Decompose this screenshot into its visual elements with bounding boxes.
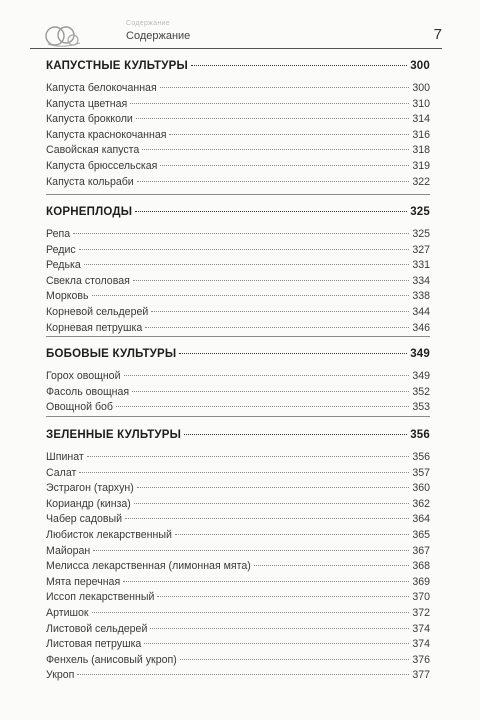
dot-leader: [84, 264, 409, 265]
toc-section-greens: [46, 429, 430, 685]
entry-page: 356: [412, 451, 430, 463]
toc-entry: [46, 529, 430, 545]
section-page: 356: [410, 429, 430, 441]
dot-leader: [169, 134, 409, 135]
entry-page: 300: [412, 82, 430, 94]
entry-title: Капуста цветная: [46, 97, 128, 110]
entry-title: Чабер садовый: [46, 513, 123, 526]
entry-page: 349: [412, 370, 430, 382]
dot-leader: [79, 249, 409, 250]
dot-leader: [151, 311, 409, 312]
running-head: Содержание: [126, 30, 191, 42]
entry-page: 327: [412, 243, 430, 256]
dot-leader: [136, 118, 409, 119]
entry-title: Савойская капуста: [46, 144, 140, 157]
toc-entry: [46, 275, 430, 291]
entry-title: Листовая петрушка: [46, 638, 142, 651]
toc-entry: [46, 259, 430, 275]
toc-entry: [46, 451, 430, 467]
dot-leader: [79, 472, 409, 473]
entry-title: Мята перечная: [46, 575, 121, 588]
dot-leader: [160, 165, 409, 166]
entry-page: 374: [412, 622, 430, 635]
toc-entry: [46, 244, 430, 260]
section-page: 300: [410, 60, 430, 72]
entry-title: Салат: [46, 466, 77, 479]
header-rule: [30, 48, 442, 49]
entry-page: 334: [412, 274, 430, 287]
entry-title: Овощной боб: [46, 401, 113, 414]
entry-title: Иссоп лекарственный: [46, 591, 155, 604]
entry-page: 331: [412, 259, 430, 272]
dot-leader: [179, 353, 407, 354]
toc-entry: [46, 306, 430, 322]
toc-entry: [46, 482, 430, 498]
entry-page: 368: [412, 560, 430, 573]
entry-page: 357: [412, 466, 430, 479]
entry-title: Редька: [46, 259, 81, 272]
entry-title: Укроп: [46, 669, 75, 682]
dot-leader: [77, 674, 409, 675]
toc-entry: [46, 638, 430, 654]
section-title: ЗЕЛЕННЫЕ КУЛЬТУРЫ: [46, 429, 182, 441]
toc-section-legumes: [46, 348, 430, 417]
dot-leader: [150, 628, 409, 629]
entry-title: Капуста кольраби: [46, 175, 134, 188]
toc-entry: [46, 623, 430, 639]
entry-page: 374: [412, 638, 430, 651]
toc-entry: [46, 370, 430, 386]
entry-page: 316: [412, 128, 430, 141]
entry-page: 346: [412, 321, 430, 334]
dot-leader: [125, 518, 409, 519]
dot-leader: [133, 280, 409, 281]
dot-leader: [123, 581, 409, 582]
entry-page: 314: [412, 113, 430, 126]
toc-entry: [46, 176, 430, 192]
dot-leader: [157, 596, 409, 597]
dot-leader: [92, 295, 409, 296]
toc-entry: [46, 467, 430, 483]
entry-title: Корневая петрушка: [46, 321, 143, 334]
entry-page: 364: [412, 513, 430, 526]
entry-title: Шпинат: [46, 451, 84, 463]
entry-page: 370: [412, 591, 430, 604]
toc-entry: [46, 576, 430, 592]
toc-entry: [46, 386, 430, 402]
dot-leader: [160, 87, 409, 88]
toc-entry: [46, 98, 430, 114]
toc-entry: [46, 228, 430, 244]
toc-entry: [46, 290, 430, 306]
entry-page: 377: [412, 669, 430, 682]
entry-page: 319: [412, 159, 430, 172]
section-divider: [46, 336, 430, 337]
dot-leader: [130, 103, 409, 104]
toc-entry: [46, 591, 430, 607]
entry-title: Фасоль овощная: [46, 385, 130, 398]
entry-title: Капуста брокколи: [46, 113, 133, 126]
section-heading: [46, 348, 430, 367]
dot-leader: [137, 487, 409, 488]
toc-entry: [46, 144, 430, 160]
entry-title: Листовой сельдерей: [46, 622, 148, 635]
section-page: 349: [410, 348, 430, 360]
entry-page: 318: [412, 144, 430, 157]
dot-leader: [144, 643, 409, 644]
dot-leader: [73, 233, 409, 234]
section-heading: [46, 60, 430, 79]
dot-leader: [124, 375, 410, 376]
entry-title: Горох овощной: [46, 370, 121, 382]
entry-page: 362: [412, 497, 430, 510]
toc-entry: [46, 401, 430, 417]
section-title: БОБОВЫЕ КУЛЬТУРЫ: [46, 348, 177, 360]
entry-title: Любисток лекарственный: [46, 528, 172, 541]
book-logo-icon: [42, 22, 86, 50]
entry-title: Морковь: [46, 290, 89, 303]
dot-leader: [137, 181, 409, 182]
entry-page: 369: [412, 575, 430, 588]
entry-title: Эстрагон (тархун): [46, 482, 134, 495]
toc-entry: [46, 545, 430, 561]
dot-leader: [132, 391, 409, 392]
toc-section-cabbage: [46, 60, 430, 191]
dot-leader: [142, 149, 409, 150]
dot-leader: [145, 327, 409, 328]
dot-leader: [87, 456, 409, 457]
entry-title: Майоран: [46, 544, 91, 557]
entry-page: 322: [412, 175, 430, 188]
dot-leader: [93, 550, 409, 551]
entry-title: Артишок: [46, 606, 89, 619]
section-heading: [46, 429, 430, 448]
dot-leader: [175, 534, 409, 535]
entry-title: Свекла столовая: [46, 274, 130, 287]
toc-entry: [46, 607, 430, 623]
entry-title: Корневой сельдерей: [46, 305, 149, 318]
entry-title: Редис: [46, 243, 76, 256]
entry-page: 372: [412, 606, 430, 619]
entry-page: 360: [412, 482, 430, 495]
entry-title: Капуста брюссельская: [46, 159, 158, 172]
entry-page: 376: [412, 653, 430, 666]
dot-leader: [180, 659, 409, 660]
section-title: КАПУСТНЫЕ КУЛЬТУРЫ: [46, 60, 188, 72]
dot-leader: [116, 406, 409, 407]
page-number: 7: [433, 26, 442, 43]
toc-section-root-crops: [46, 206, 430, 337]
toc-entry: [46, 560, 430, 576]
entry-title: Мелисса лекарственная (лимонная мята): [46, 560, 251, 573]
toc-entry: [46, 129, 430, 145]
toc-entry: [46, 322, 430, 338]
entry-page: 353: [412, 401, 430, 414]
entry-page: 310: [412, 97, 430, 110]
section-title: КОРНЕПЛОДЫ: [46, 206, 133, 218]
toc-entry: [46, 513, 430, 529]
section-heading: [46, 206, 430, 225]
section-divider: [46, 416, 430, 417]
toc-entry: [46, 498, 430, 514]
dot-leader: [135, 211, 407, 212]
entry-title: Фенхель (анисовый укроп): [46, 653, 177, 666]
toc-entry: [46, 654, 430, 670]
entry-title: Капуста белокочанная: [46, 82, 157, 94]
entry-page: 344: [412, 305, 430, 318]
entry-page: 352: [412, 385, 430, 398]
entry-page: 365: [412, 528, 430, 541]
entry-title: Кориандр (кинза): [46, 497, 131, 510]
dot-leader: [184, 434, 407, 435]
toc-entry: [46, 82, 430, 98]
entry-page: 325: [412, 228, 430, 240]
entry-page: 338: [412, 290, 430, 303]
entry-title: Репа: [46, 228, 71, 240]
dot-leader: [92, 612, 409, 613]
section-page: 325: [410, 206, 430, 218]
dot-leader: [134, 503, 409, 504]
dot-leader: [191, 65, 407, 66]
dot-leader: [254, 565, 409, 566]
section-divider: [46, 194, 430, 195]
toc-entry: [46, 160, 430, 176]
toc-entry: [46, 669, 430, 685]
entry-page: 367: [412, 544, 430, 557]
header-faint-label: Содержание: [126, 20, 170, 27]
entry-title: Капуста краснокочанная: [46, 128, 167, 141]
toc-entry: [46, 113, 430, 129]
